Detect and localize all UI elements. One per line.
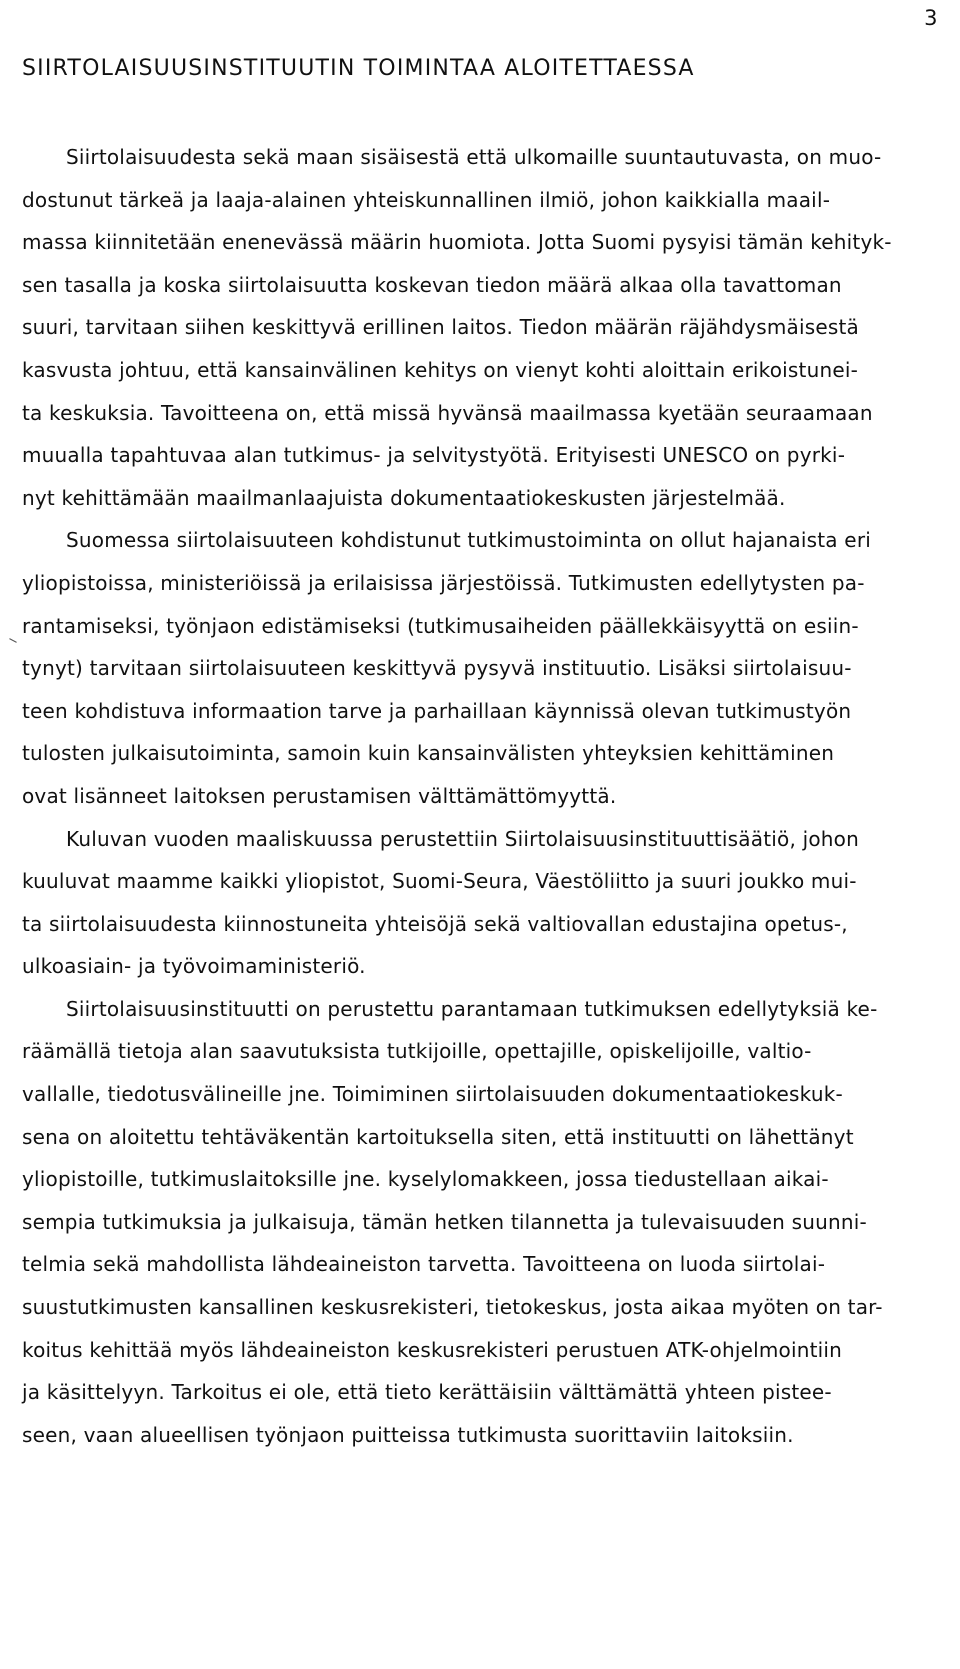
paragraph-4-line-5: yliopistoille, tutkimuslaitoksille jne. kyselylomakkeen, jossa tiedustellaan aikai- [22,1167,829,1192]
paragraph-1-line-1: Siirtolaisuudesta sekä maan sisäisestä että ulkomaille suuntautuvasta, on muo- [66,145,882,169]
paragraph-3-line-3: ta siirtolaisuudesta kiinnostuneita yhteisöjä sekä valtiovallan edustajina opetus-, [22,911,848,936]
paragraph-2-line-2: yliopistoissa, ministeriöissä ja erilaisissa järjestöissä. Tutkimusten edellytysten pa- [22,570,865,595]
page-heading: SIIRTOLAISUUSINSTITUUTIN TOIMINTAA ALOITETTAESSA [22,56,695,81]
paragraph-3-line-1: Kuluvan vuoden maaliskuussa perustettiin Siirtolaisuusinstituuttisäätiö, johon [66,826,859,851]
paragraph-4-line-10: ja käsittelyyn. Tarkoitus ei ole, että tieto kerättäisiin välttämättä yhteen pistee- [22,1380,832,1405]
paragraph-4-line-6: sempia tutkimuksia ja julkaisuja, tämän hetken tilannetta ja tulevaisuuden suunni- [22,1209,867,1234]
paragraph-2-line-3: rantamiseksi, työnjaon edistämiseksi (tutkimusaiheiden päällekkäisyyttä on esiin- [22,613,859,638]
paragraph-1-line-7: ta keskuksia. Tavoitteena on, että missä hyvänsä maailmassa kyetään seuraamaan [22,400,873,425]
paragraph-1-line-3: massa kiinnitetään enenevässä määrin huomiota. Jotta Suomi pysyisi tämän kehityk- [22,230,892,255]
paragraph-2-line-1: Suomessa siirtolaisuuteen kohdistunut tutkimustoiminta on ollut hajanaista eri [66,528,871,553]
page-number: 3 [924,6,938,30]
paragraph-1-line-8: muualla tapahtuvaa alan tutkimus- ja selvitystyötä. Erityisesti UNESCO on pyrki- [22,443,846,468]
paragraph-4-line-7: telmia sekä mahdollista lähdeaineiston tarvetta. Tavoitteena on luoda siirtolai- [22,1252,826,1277]
paragraph-1-line-9: nyt kehittämään maailmanlaajuista dokumentaatiokeskusten järjestelmää. [22,485,786,510]
paragraph-1-line-2: dostunut tärkeä ja laaja-alainen yhteiskunnallinen ilmiö, johon kaikkialla maail- [22,187,831,212]
paragraph-2-line-5: teen kohdistuva informaation tarve ja parhaillaan käynnissä olevan tutkimustyön [22,698,852,723]
paragraph-2-line-7: ovat lisänneet laitoksen perustamisen välttämättömyyttä. [22,783,617,808]
paragraph-4-line-1: Siirtolaisuusinstituutti on perustettu parantamaan tutkimuksen edellytyksiä ke- [66,996,878,1021]
paragraph-3-line-4: ulkoasiain- ja työvoimaministeriö. [22,954,366,979]
paragraph-1-line-6: kasvusta johtuu, että kansainvälinen kehitys on vienyt kohti aloittain erikoistunei- [22,357,859,382]
paragraph-4-line-8: suustutkimusten kansallinen keskusrekisteri, tietokeskus, josta aikaa myöten on tar- [22,1295,883,1320]
paragraph-4-line-4: sena on aloitettu tehtäväkentän kartoituksella siten, että instituutti on lähettänyt [22,1124,854,1149]
paragraph-3-line-2: kuuluvat maamme kaikki yliopistot, Suomi-Seura, Väestöliitto ja suuri joukko mui- [22,869,857,894]
body-text [22,136,942,1456]
paragraph-4-line-9: koitus kehittää myös lähdeaineiston keskusrekisteri perustuen ATK-ohjelmointiin [22,1337,843,1362]
paragraph-2-line-4: tynyt) tarvitaan siirtolaisuuteen keskittyvä pysyvä instituutio. Lisäksi siirtolaisuu- [22,656,852,681]
paragraph-4-line-11: seen, vaan alueellisen työnjaon puitteissa tutkimusta suorittaviin laitoksiin. [22,1422,794,1447]
paragraph-4-line-2: räämällä tietoja alan saavutuksista tutkijoille, opettajille, opiskelijoille, valtio- [22,1039,812,1064]
paragraph-1-line-5: suuri, tarvitaan siihen keskittyvä erillinen laitos. Tiedon määrän räjähdysmäisestä [22,315,859,340]
paragraph-4-line-3: vallalle, tiedotusvälineille jne. Toimiminen siirtolaisuuden dokumentaatiokeskuk- [22,1082,843,1107]
paragraph-2-line-6: tulosten julkaisutoiminta, samoin kuin kansainvälisten yhteyksien kehittäminen [22,741,835,766]
paragraph-1-line-4: sen tasalla ja koska siirtolaisuutta koskevan tiedon määrä alkaa olla tavattoman [22,272,842,297]
margin-mark [9,638,17,643]
